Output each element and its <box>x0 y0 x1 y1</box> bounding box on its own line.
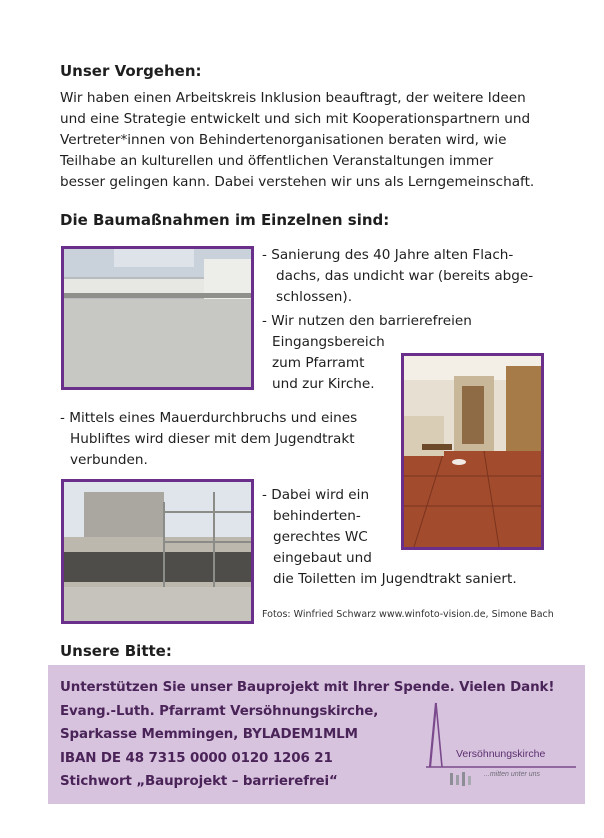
text-line: Eingangsbereich <box>272 334 385 350</box>
text-line: und zur Kirche. <box>272 376 375 392</box>
photo-credit: Fotos: Winfried Schwarz www.winfoto-vision.de, Simone Bach <box>262 609 554 620</box>
bank-line: Sparkasse Memmingen, BYLADEM1MLM <box>60 727 358 742</box>
text-line: Teilhabe an kulturellen und öffentlichen Veranstaltungen immer <box>60 153 494 169</box>
heading-baumassnahmen: Die Baumaßnahmen im Einzelnen sind: <box>60 211 390 229</box>
text-line: und eine Strategie entwickelt und sich mit Kooperationspartnern und <box>60 111 531 127</box>
heading-vorgehen: Unser Vorgehen: <box>60 62 202 80</box>
appeal-line: Unterstützen Sie unser Bauprojekt mit Ihrer Spende. Vielen Dank! <box>60 680 555 695</box>
text-line: zum Pfarramt <box>272 355 365 371</box>
photo-flat-roof <box>61 246 254 390</box>
text-line: Hubliftes wird dieser mit dem Jugendtrakt <box>70 431 355 447</box>
text-line: - Wir nutzen den barrierefreien <box>262 313 472 329</box>
text-line: behinderten- <box>273 508 361 524</box>
church-logo <box>410 695 580 795</box>
photo-building <box>61 479 254 624</box>
text-line: - Sanierung des 40 Jahre alten Flach- <box>262 247 514 263</box>
text-line: verbunden. <box>70 452 148 468</box>
text-line: Vertreter*innen von Behindertenorganisationen beraten wird, wie <box>60 132 507 148</box>
heading-bitte: Unsere Bitte: <box>60 642 172 660</box>
logo-mark-icon <box>410 695 580 795</box>
iban-line: IBAN DE 48 7315 0000 0120 1206 21 <box>60 750 333 766</box>
text-line: - Dabei wird ein <box>262 487 370 503</box>
text-line: die Toiletten im Jugendtrakt saniert. <box>273 571 517 587</box>
text-line: - Mittels eines Mauerdurchbruchs und eines <box>60 410 358 426</box>
item-wc <box>262 485 582 590</box>
text-line: gerechtes WC <box>273 529 368 545</box>
text-line: Wir haben einen Arbeitskreis Inklusion beauftragt, der weitere Ideen <box>60 90 526 106</box>
text-line: besser gelingen kann. Dabei verstehen wir uns als Lerngemeinschaft. <box>60 174 535 190</box>
recipient-line: Evang.-Luth. Pfarramt Versöhnungskirche, <box>60 703 379 719</box>
logo-name: Versöhnungskirche <box>456 748 546 760</box>
donation-box <box>48 665 585 804</box>
text-line: dachs, das undicht war (bereits abge- <box>276 268 534 284</box>
item-lift <box>60 408 400 471</box>
keyword-line: Stichwort „Bauprojekt – barrierefrei“ <box>60 774 338 789</box>
item-roof <box>262 245 562 308</box>
vorgehen-paragraph <box>60 88 590 193</box>
logo-tagline: ...mitten unter uns <box>484 771 541 778</box>
text-line: schlossen). <box>276 289 353 305</box>
text-line: eingebaut und <box>273 550 372 566</box>
